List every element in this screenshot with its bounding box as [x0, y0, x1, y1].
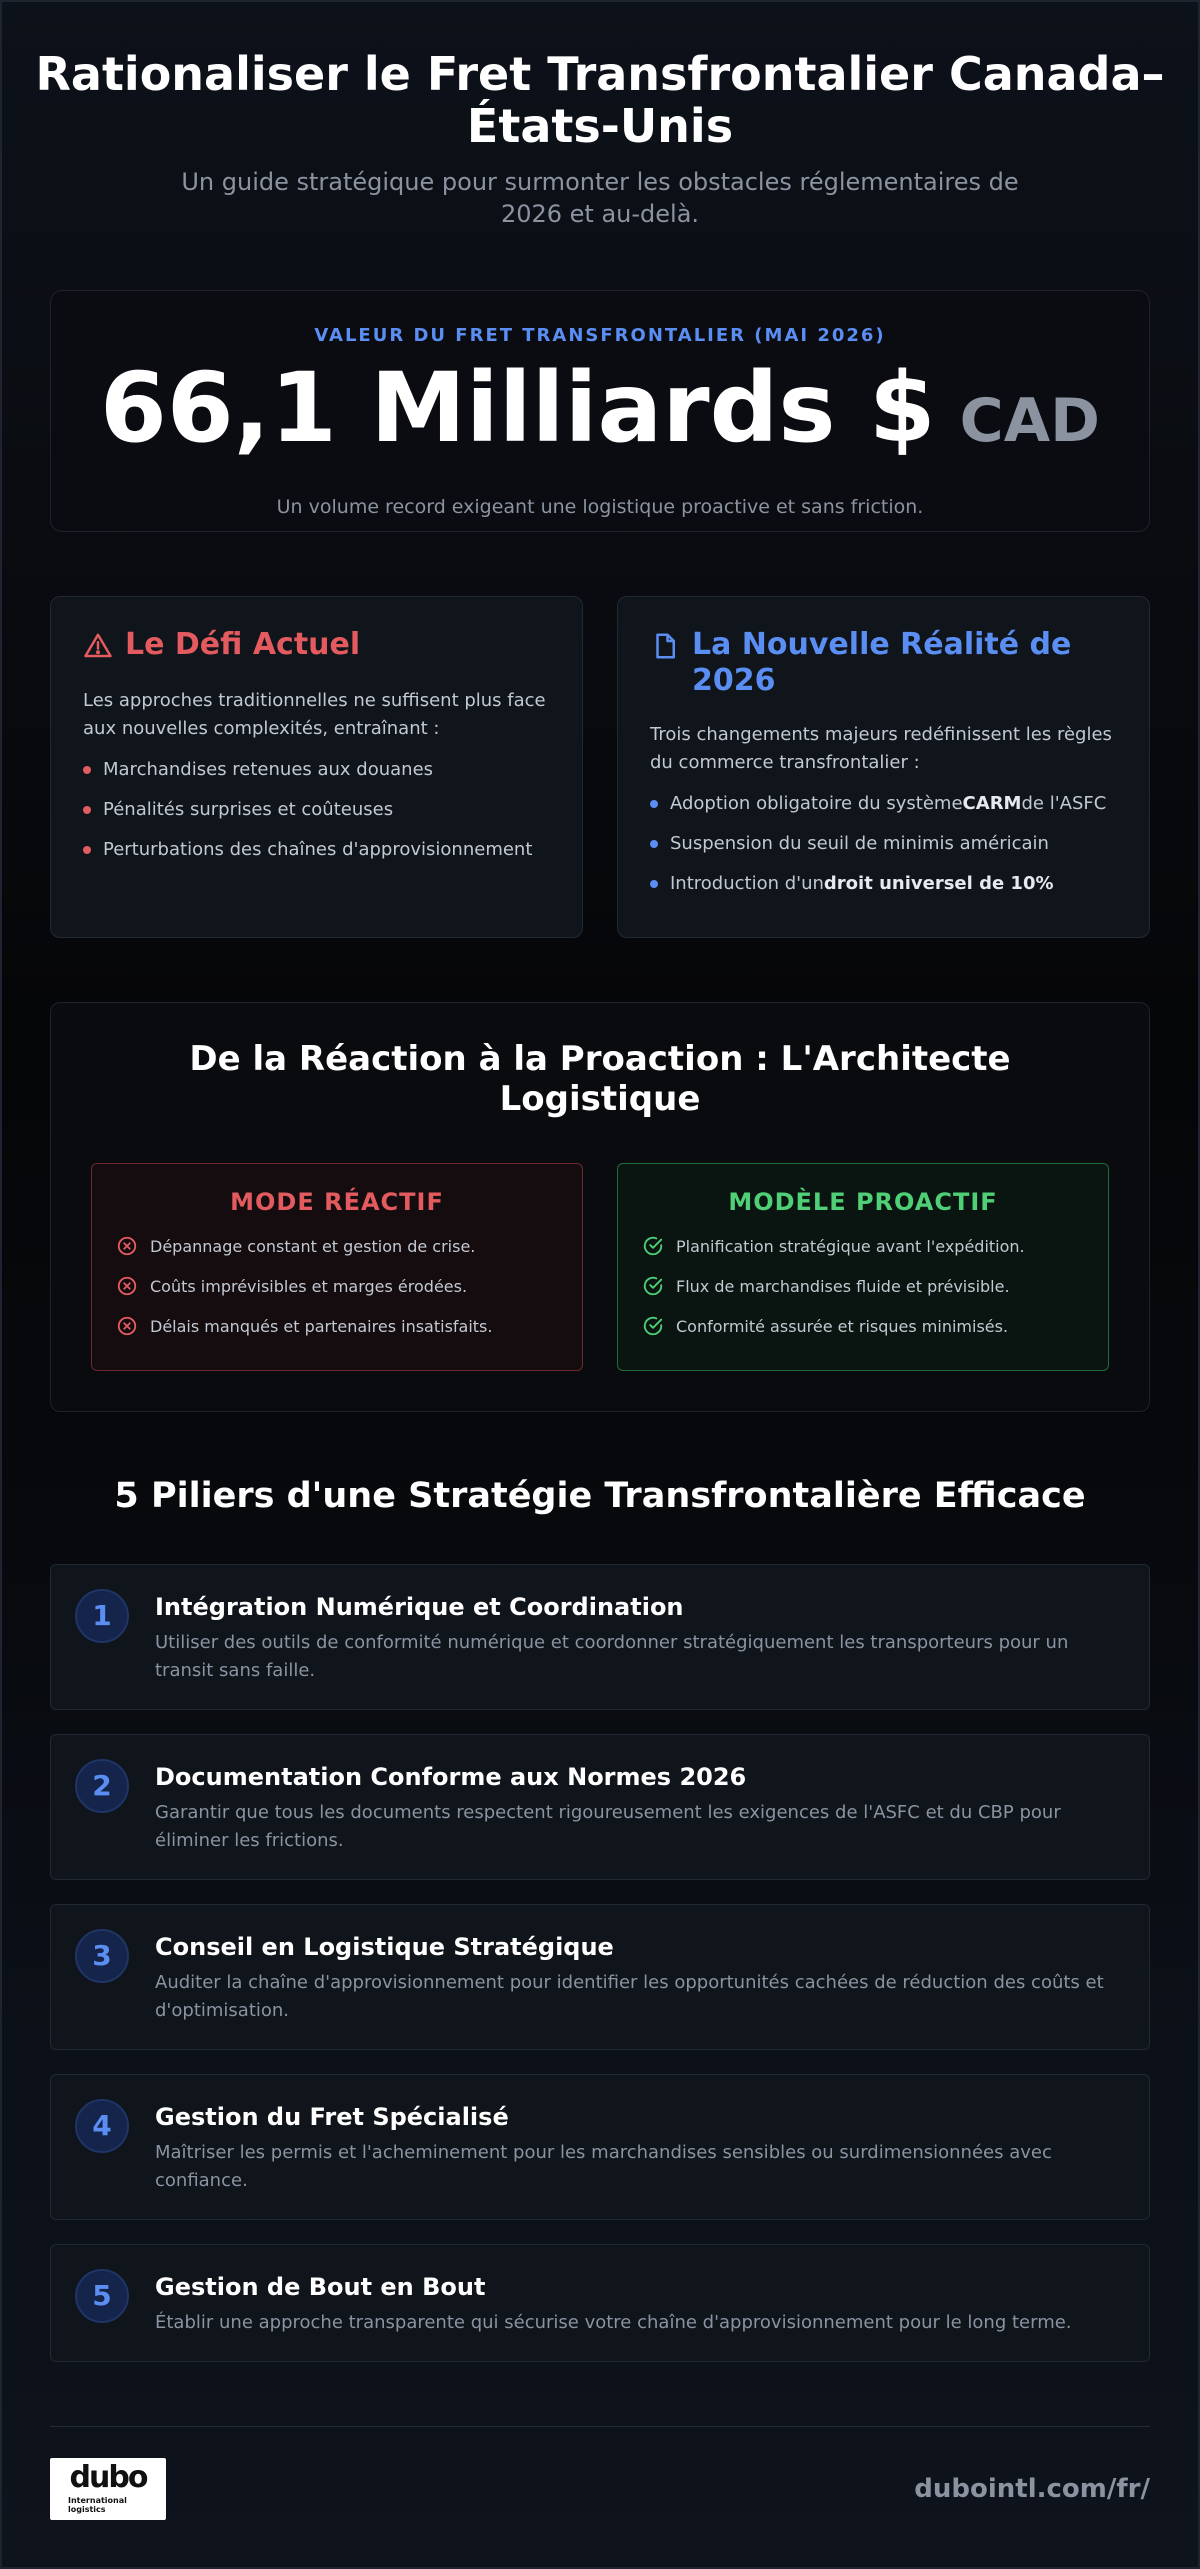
list-item	[83, 757, 550, 783]
list-item	[642, 1234, 1084, 1258]
list-item	[642, 1274, 1084, 1298]
list-item-text: Pénalités surprises et coûteuses	[103, 799, 394, 820]
list-item	[83, 837, 550, 863]
svg-text:logistics: logistics	[68, 2505, 106, 2514]
proactive-mode-box	[617, 1163, 1109, 1371]
reality-panel	[617, 596, 1150, 938]
list-item	[116, 1234, 558, 1258]
list-item-text: Adoption obligatoire du systèmeCARMde l'ASFC	[670, 793, 1107, 814]
bullet-dot	[650, 840, 658, 848]
pillar-title: Gestion du Fret Spécialisé	[155, 2103, 509, 2131]
stat-value-row	[51, 352, 1149, 488]
document-icon	[650, 627, 692, 665]
reality-list	[650, 791, 1117, 897]
list-item-text: Introduction d'undroit universel de 10%	[670, 873, 1054, 894]
architect-title: De la Réaction à la Proaction : L'Architecte Logistique	[189, 1039, 1011, 1119]
list-item	[650, 831, 1117, 857]
challenge-panel	[50, 596, 583, 938]
pillar-title: Conseil en Logistique Stratégique	[155, 1933, 614, 1961]
list-item-text: Planification stratégique avant l'expédition.	[676, 1236, 1025, 1256]
check-circle-icon	[642, 1315, 664, 1337]
pillar-card	[50, 2074, 1150, 2220]
website-link[interactable]: dubointl.com/fr/	[914, 2474, 1150, 2504]
reactive-title: MODE RÉACTIF	[230, 1188, 444, 1216]
list-item	[650, 871, 1117, 897]
check-circle-icon	[642, 1235, 664, 1257]
pillar-card	[50, 1564, 1150, 1710]
list-item-text: Coûts imprévisibles et marges érodées.	[150, 1276, 468, 1296]
x-circle-icon	[116, 1235, 138, 1257]
reactive-mode-box	[91, 1163, 583, 1371]
pillar-title: Intégration Numérique et Coordination	[155, 1593, 684, 1621]
reactive-list	[116, 1234, 558, 1338]
pillar-text: Auditer la chaîne d'approvisionnement pour identifier les opportunités cachées de réduction des coûts et d'optimisation.	[155, 1972, 1104, 2021]
pillar-title: Gestion de Bout en Bout	[155, 2273, 486, 2301]
list-item	[650, 791, 1117, 817]
pillar-number: 1	[75, 1589, 129, 1643]
pillar-text: Garantir que tous les documents respectent rigoureusement les exigences de l'ASFC et du CBP pour éliminer les frictions.	[155, 1802, 1061, 1851]
bullet-dot	[83, 766, 91, 774]
pillar-number: 5	[75, 2269, 129, 2323]
challenge-list	[83, 757, 550, 863]
stat-label: VALEUR DU FRET TRANSFRONTALIER (MAI 2026)	[314, 325, 886, 346]
pillar-card	[50, 2244, 1150, 2362]
pillars-title: 5 Piliers d'une Stratégie Transfrontalière Efficace	[114, 1476, 1086, 1516]
challenge-intro: Les approches traditionnelles ne suffisent plus face aux nouvelles complexités, entraînant :	[83, 690, 546, 739]
bullet-dot	[650, 800, 658, 808]
footer-divider	[50, 2426, 1150, 2427]
x-circle-icon	[116, 1275, 138, 1297]
reality-header	[650, 627, 1117, 699]
list-item	[116, 1274, 558, 1298]
list-item-text: Délais manqués et partenaires insatisfaits.	[150, 1316, 493, 1336]
reality-title: La Nouvelle Réalité de 2026	[692, 627, 1072, 698]
architect-section	[50, 1002, 1150, 1412]
bullet-dot	[650, 880, 658, 888]
pillar-number: 3	[75, 1929, 129, 1983]
challenge-title: Le Défi Actuel	[125, 627, 361, 662]
reality-intro: Trois changements majeurs redéfinissent les règles du commerce transfrontalier :	[650, 724, 1112, 773]
pillar-number: 4	[75, 2099, 129, 2153]
svg-text:dubo: dubo	[69, 2460, 147, 2495]
proactive-title: MODÈLE PROACTIF	[728, 1188, 998, 1216]
list-item-text: Dépannage constant et gestion de crise.	[150, 1236, 476, 1256]
list-item-text: Marchandises retenues aux douanes	[103, 759, 434, 780]
stat-caption: Un volume record exigeant une logistique proactive et sans friction.	[276, 496, 924, 518]
stat-unit: CAD	[959, 386, 1100, 456]
list-item	[83, 797, 550, 823]
page-subtitle: Un guide stratégique pour surmonter les obstacles réglementaires de 2026 et au-delà.	[181, 168, 1019, 228]
pillar-number: 2	[75, 1759, 129, 1813]
challenge-header	[83, 627, 550, 665]
check-circle-icon	[642, 1275, 664, 1297]
dubo-logo[interactable]	[50, 2458, 166, 2520]
list-item-text: Flux de marchandises fluide et prévisible.	[676, 1276, 1010, 1296]
list-item-text: Suspension du seuil de minimis américain	[670, 833, 1049, 854]
bullet-dot	[83, 806, 91, 814]
pillar-text: Utiliser des outils de conformité numérique et coordonner stratégiquement les transporteurs pour un transit sans faille.	[155, 1632, 1069, 1681]
pillar-text: Établir une approche transparente qui sécurise votre chaîne d'approvisionnement pour le long terme.	[155, 2312, 1072, 2333]
pillar-title: Documentation Conforme aux Normes 2026	[155, 1763, 747, 1791]
proactive-list	[642, 1234, 1084, 1338]
list-item	[642, 1314, 1084, 1338]
pillar-card	[50, 1904, 1150, 2050]
pillar-text: Maîtriser les permis et l'acheminement pour les marchandises sensibles ou surdimensionnées avec confiance.	[155, 2142, 1052, 2191]
list-item-text: Perturbations des chaînes d'approvisionnement	[103, 839, 533, 860]
page-title: Rationaliser le Fret Transfrontalier Canada–États-Unis	[35, 47, 1165, 153]
list-item-text: Conformité assurée et risques minimisés.	[676, 1316, 1009, 1336]
stat-value: 66,1 Milliards $	[100, 352, 936, 464]
svg-text:International: International	[68, 2496, 127, 2505]
x-circle-icon	[116, 1315, 138, 1337]
list-item	[116, 1314, 558, 1338]
pillar-card	[50, 1734, 1150, 1880]
hero	[0, 48, 1200, 230]
freight-value-card	[50, 290, 1150, 532]
bullet-dot	[83, 846, 91, 854]
warning-triangle-icon	[83, 627, 125, 665]
